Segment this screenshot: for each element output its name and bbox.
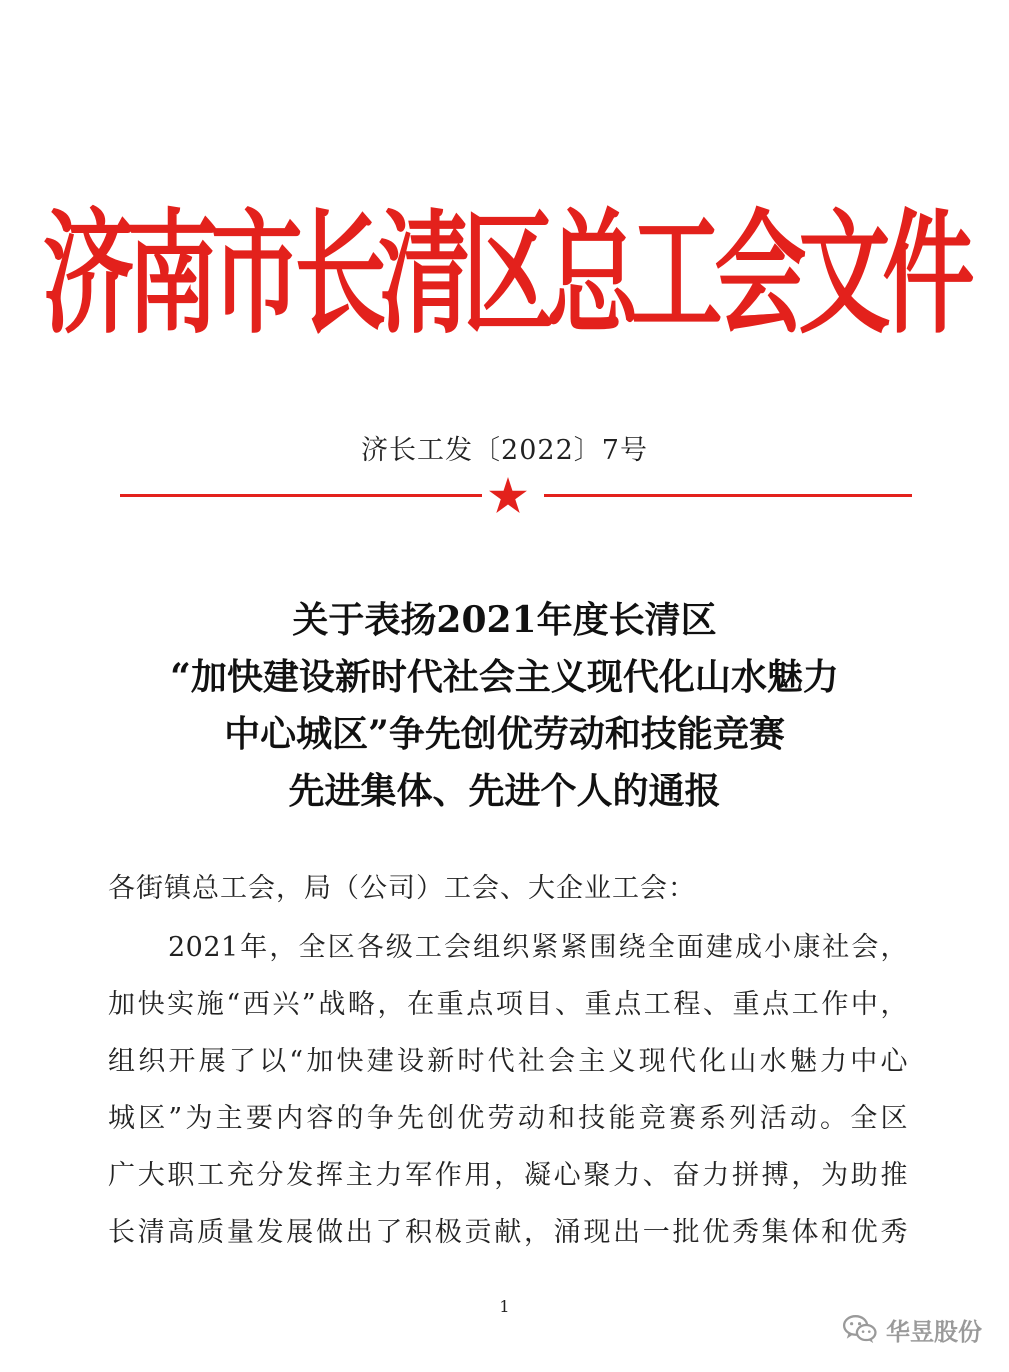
body-paragraph-line: 长清高质量发展做出了积极贡献，涌现出一批优秀集体和优秀 xyxy=(108,1217,908,1248)
red-rule-left xyxy=(120,494,482,497)
document-number: 济长工发〔2022〕7号 xyxy=(361,435,648,466)
page-number: 1 xyxy=(499,1297,510,1316)
body-paragraph-line: 城区”为主要内容的争先创优劳动和技能竞赛系列活动。全区 xyxy=(108,1103,908,1134)
red-star-icon xyxy=(489,477,527,513)
body-paragraph-line: 2021年，全区各级工会组织紧紧围绕全面建成小康社会， xyxy=(168,932,908,963)
title-line: 关于表扬2021年度长清区 xyxy=(292,599,717,641)
source-watermark xyxy=(842,1311,982,1347)
title-line: “加快建设新时代社会主义现代化山水魅力 xyxy=(170,656,839,698)
body-paragraph-line: 组织开展了以“加快建设新时代社会主义现代化山水魅力中心 xyxy=(108,1046,908,1077)
title-line: 中心城区”争先创优劳动和技能竞赛 xyxy=(224,713,785,755)
masthead-title: 济南市长清区总工会文件 xyxy=(42,195,967,353)
title-line: 先进集体、先进个人的通报 xyxy=(288,770,721,812)
body-paragraph-line: 加快实施“西兴”战略，在重点项目、重点工程、重点工作中， xyxy=(108,989,908,1020)
wechat-icon xyxy=(842,1314,878,1344)
salutation: 各街镇总工会，局（公司）工会、大企业工会： xyxy=(108,873,696,904)
watermark-text: 华昱股份 xyxy=(886,1317,982,1346)
notice-title xyxy=(0,592,1009,820)
body-paragraph-line: 广大职工充分发挥主力军作用，凝心聚力、奋力拼搏，为助推 xyxy=(108,1160,908,1191)
red-rule-right xyxy=(544,494,912,497)
